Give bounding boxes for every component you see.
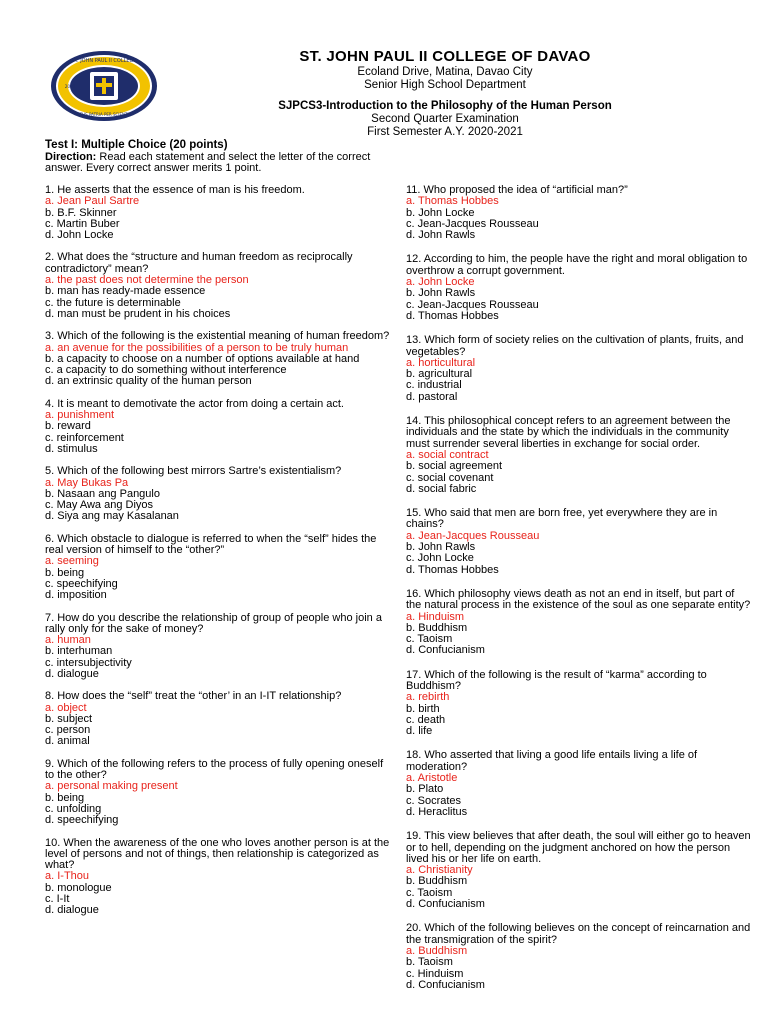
answer-option-correct: a. Thomas Hobbes: [406, 195, 499, 208]
question-text: 6. Which obstacle to dialogue is referred to when the “self” hides the real version of himself to the “other?”: [45, 532, 377, 557]
question-text: 8. How does the “self” treat the “other’ in an I-IT relationship?: [45, 690, 342, 703]
question-item: [45, 252, 390, 320]
answer-option: b. subject: [45, 712, 93, 725]
answer-option-correct: a. human: [45, 634, 91, 647]
answer-option: b. Buddhism: [406, 621, 468, 634]
school-department: Senior High School Department: [364, 78, 526, 91]
answer-option: d. life: [406, 725, 433, 738]
document-header: [170, 48, 720, 138]
answer-option: b. B.F. Skinner: [45, 206, 117, 219]
answer-option: b. being: [45, 566, 85, 579]
answer-option: c. Taoism: [406, 633, 453, 646]
answer-option: c. intersubjectivity: [45, 656, 132, 669]
answer-option: c. death: [406, 713, 446, 726]
seal-year-text: 2008: [64, 84, 76, 89]
question-item: [406, 923, 751, 991]
answer-option: d. Confucianism: [406, 898, 485, 911]
question-item: [45, 534, 390, 602]
answer-option-correct: a. object: [45, 701, 87, 714]
answer-option: c. Martin Buber: [45, 217, 120, 230]
question-item: [406, 750, 751, 818]
answer-option: d. Thomas Hobbes: [406, 309, 499, 322]
direction-label: Direction:: [45, 150, 97, 163]
answer-option: c. I-It: [45, 893, 70, 906]
questions-right-column: [406, 185, 751, 1004]
answer-option: c. John Locke: [406, 552, 474, 565]
question-text: 20. Which of the following believes on the concept of reincarnation and the transmigration of the spirit?: [406, 922, 751, 946]
answer-option: c. Jean-Jacques Rousseau: [406, 298, 539, 311]
direction-text: [45, 152, 375, 175]
question-item: [45, 838, 390, 917]
answer-option-correct: a. John Locke: [406, 276, 475, 289]
question-item: [406, 185, 751, 241]
question-text: 10. When the awareness of the one who loves another person is at the level of persons and not of things, then relationship is categorized as what?: [45, 836, 390, 872]
question-text: 7. How do you describe the relationship of group of people who join a rally only for the sake of money?: [45, 611, 382, 635]
answer-option: b. interhuman: [45, 645, 113, 658]
answer-option: d. Heraclitus: [406, 805, 468, 818]
question-item: [406, 508, 751, 576]
answer-option: d. stimulus: [45, 442, 98, 455]
answer-option: c. reinforcement: [45, 431, 124, 444]
answer-option: c. unfolding: [45, 802, 102, 815]
school-name: ST. JOHN PAUL II COLLEGE OF DAVAO: [299, 48, 591, 65]
question-text: 5. Which of the following best mirrors Sartre’s existentialism?: [45, 465, 342, 478]
question-text: 9. Which of the following refers to the process of fully opening oneself to the other?: [45, 757, 384, 782]
semester-line: First Semester A.Y. 2020-2021: [367, 125, 523, 138]
question-text: 12. According to him, the people have the right and moral obligation to overthrow a corrupt government.: [406, 253, 748, 277]
question-item: [406, 335, 751, 403]
question-item: [406, 670, 751, 738]
answer-option: c. person: [45, 724, 91, 737]
answer-option-correct: a. punishment: [45, 409, 115, 422]
test-instructions: [45, 140, 375, 175]
answer-option: d. dialogue: [45, 667, 99, 680]
school-seal-logo: [50, 50, 158, 122]
answer-option: b. social agreement: [406, 460, 502, 473]
answer-option-correct: a. Aristotle: [406, 772, 458, 785]
question-text: 4. It is meant to demotivate the actor from doing a certain act.: [45, 397, 344, 410]
answer-option: b. man has ready-made essence: [45, 285, 206, 298]
answer-option: c. May Awa ang Diyos: [45, 499, 154, 512]
question-item: [45, 466, 390, 522]
question-item: [406, 831, 751, 910]
answer-option: d. imposition: [45, 589, 107, 602]
question-item: [406, 589, 751, 657]
answer-option: d. John Locke: [45, 229, 114, 242]
answer-option: b. being: [45, 791, 85, 804]
seal-ring-text: ST. JOHN PAUL II COLLEGE: [71, 58, 137, 64]
answer-option-correct: a. rebirth: [406, 691, 450, 704]
answer-option-correct: a. horticultural: [406, 356, 476, 369]
answer-option: b. John Rawls: [406, 287, 476, 300]
answer-option: b. agricultural: [406, 368, 473, 381]
answer-option-correct: a. the past does not determine the person: [45, 274, 249, 287]
answer-option-correct: a. personal making present: [45, 780, 178, 793]
answer-option: b. John Rawls: [406, 541, 476, 554]
question-item: [45, 331, 390, 387]
answer-option-correct: a. social contract: [406, 448, 489, 461]
question-item: [45, 399, 390, 455]
answer-option: d. man must be prudent in his choices: [45, 307, 231, 320]
question-text: 3. Which of the following is the existential meaning of human freedom?: [45, 330, 390, 343]
answer-option-correct: a. Jean Paul Sartre: [45, 195, 140, 208]
question-item: [45, 691, 390, 747]
answer-option: b. birth: [406, 702, 440, 715]
question-text: 17. Which of the following is the result of “karma” according to Buddhism?: [406, 668, 707, 692]
answer-option: c. Jean-Jacques Rousseau: [406, 217, 539, 230]
course-title: SJPCS3-Introduction to the Philosophy of the Human Person: [278, 100, 612, 112]
question-item: [45, 185, 390, 241]
answer-option: c. speechifying: [45, 577, 118, 590]
question-text: 19. This view believes that after death, the soul will either go to heaven or to hell, depending on the judgment anchored on how the person lived his or her life on earth.: [406, 830, 751, 865]
answer-option-correct: a. Buddhism: [406, 944, 468, 957]
answer-option-correct: a. seeming: [45, 555, 99, 568]
question-text: 14. This philosophical concept refers to an agreement between the individuals and the state by which the individuals in the community must surrender several liberties in exchange for social order.: [406, 415, 731, 450]
exam-name: Second Quarter Examination: [371, 113, 519, 125]
answer-option: c. social covenant: [406, 471, 494, 484]
question-item: [406, 254, 751, 322]
questions-left-column: [45, 185, 390, 928]
answer-option: d. Thomas Hobbes: [406, 563, 499, 576]
answer-option: d. social fabric: [406, 482, 477, 495]
answer-option: d. Confucianism: [406, 644, 485, 657]
answer-option: b. Taoism: [406, 956, 453, 969]
answer-option: d. Confucianism: [406, 978, 485, 991]
answer-option-correct: a. Hinduism: [406, 610, 465, 623]
answer-option: c. Hinduism: [406, 967, 464, 980]
answer-option: d. an extrinsic quality of the human person: [45, 375, 252, 388]
answer-option: d. animal: [45, 735, 90, 748]
answer-option: c. Taoism: [406, 886, 453, 899]
seal-motto-text: DEUS PATRIA PER SCIENTIA: [76, 112, 132, 117]
question-text: 11. Who proposed the idea of “artificial man?”: [406, 184, 628, 196]
question-text: 16. Which philosophy views death as not an end in itself, but part of the natural process in the existence of the soul as one separate entity?: [406, 587, 751, 612]
question-text: 2. What does the “structure and human freedom as reciprocally contradictory” mean?: [45, 251, 353, 275]
answer-option: b. monologue: [45, 881, 112, 894]
answer-option-correct: a. Jean-Jacques Rousseau: [406, 529, 540, 542]
direction-body: Read each statement and select the letter of the correct answer. Every correct answer merits 1 point.: [45, 150, 371, 174]
question-text: 15. Who said that men are born free, yet everywhere they are in chains?: [406, 507, 718, 531]
answer-option: c. Socrates: [406, 794, 462, 807]
answer-option: d. John Rawls: [406, 229, 476, 242]
answer-option: d. dialogue: [45, 904, 99, 917]
answer-option: d. speechifying: [45, 814, 119, 827]
answer-option: d. Siya ang may Kasalanan: [45, 510, 179, 523]
answer-option: b. a capacity to choose on a number of options available at hand: [45, 352, 360, 365]
answer-option-correct: a. May Bukas Pa: [45, 476, 129, 489]
question-item: [406, 416, 751, 495]
question-item: [45, 613, 390, 681]
answer-option: b. reward: [45, 420, 91, 433]
school-address: Ecoland Drive, Matina, Davao City: [357, 66, 533, 78]
answer-option-correct: a. an avenue for the possibilities of a person to be truly human: [45, 341, 349, 354]
answer-option: c. the future is determinable: [45, 296, 181, 309]
question-item: [45, 759, 390, 827]
answer-option: c. industrial: [406, 379, 462, 392]
question-text: 13. Which form of society relies on the cultivation of plants, fruits, and vegetables?: [406, 334, 744, 358]
question-text: 18. Who asserted that living a good life entails living a life of moderation?: [406, 749, 698, 773]
answer-option: b. Plato: [406, 783, 444, 796]
answer-option: b. Buddhism: [406, 875, 468, 888]
answer-option: b. John Locke: [406, 206, 475, 219]
answer-option: b. Nasaan ang Pangulo: [45, 487, 160, 500]
answer-option-correct: a. Christianity: [406, 864, 473, 877]
question-text: 1. He asserts that the essence of man is his freedom.: [45, 184, 305, 196]
test-title: Test I: Multiple Choice (20 points): [45, 139, 228, 151]
answer-option: d. pastoral: [406, 390, 458, 403]
answer-option-correct: a. I-Thou: [45, 870, 90, 883]
answer-option: c. a capacity to do something without interference: [45, 364, 287, 377]
